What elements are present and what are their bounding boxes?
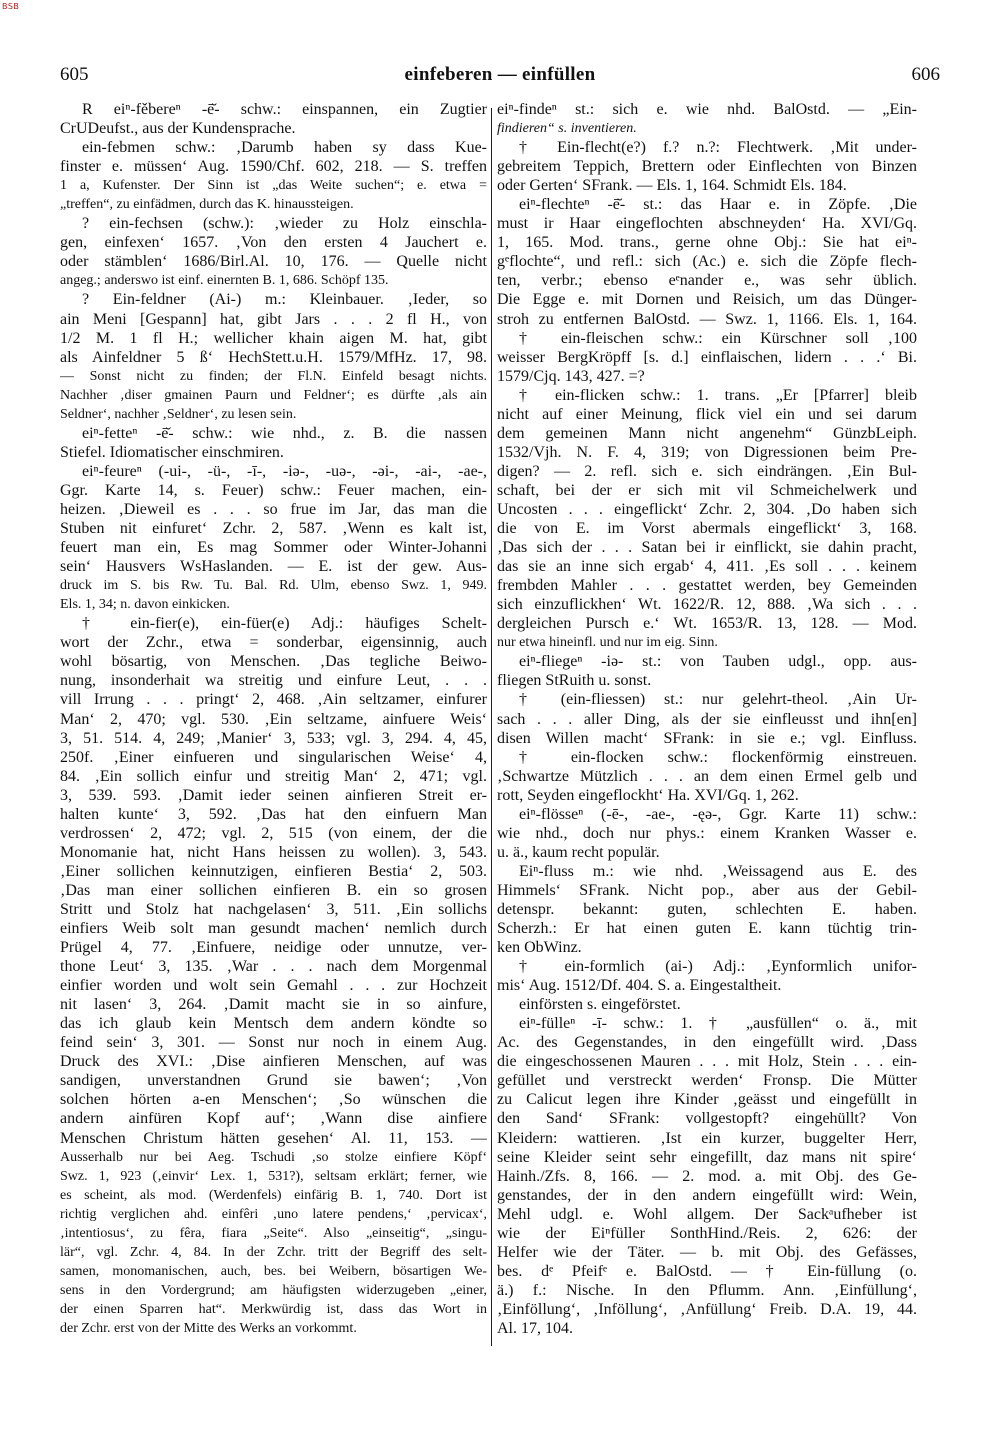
text-line: oder stämblen‘ 1686/Birl.Al. 10, 176. — Quelle nicht xyxy=(60,253,487,271)
text-line: der Zchr. erst von der Mitte des Werks an vorkommt. xyxy=(60,1321,357,1336)
text-line: wie der Eiⁿfüller SonthHind./Reis. 2, 626: der xyxy=(497,1224,917,1242)
text-line: 250f. ‚Einer einfueren und singularischen Weise‘ 4, xyxy=(60,748,487,766)
text-line: 1/2 M. 1 fl H.; wellicher khain aigen M. hat, gibt xyxy=(60,329,487,347)
text-line: — Sonst nicht zu finden; der Fl.N. Einfeld besagt nichts. xyxy=(60,368,487,384)
text-line: R eiⁿ-fěbereⁿ -ē̆- schw.: einspannen, ein Zugtier xyxy=(82,101,487,118)
text-line: gᵉflochte“, und refl.: sich (Ac.) e. sich die Zöpfe flech- xyxy=(497,253,917,271)
text-line: ein-febmen schw.: ‚Darumb haben sy dass Kue- xyxy=(82,139,487,157)
text-line: eiⁿ-fülleⁿ -ī- schw.: 1. † „ausfüllen“ o. ä., mit xyxy=(519,1015,917,1033)
text-line: Man‘ 2, 470; vgl. 530. ‚Ein seltzame, ainfuere Weis‘ xyxy=(60,710,487,728)
text-line: Ausserhalb nur bei Aeg. Tschudi ‚so stolze einfiere Köpf‘ xyxy=(60,1149,487,1165)
right-column xyxy=(497,100,917,1338)
text-line: eiⁿ-fliegeⁿ -iə- st.: von Tauben udgl., opp. aus- xyxy=(519,653,917,671)
text-line: angeg.; anderswo ist einf. einernten B. 1, 686. Schöpf 135. xyxy=(60,273,389,289)
text-line: halten kunte‘ 3, 592. ‚Das hat den einfuern Man xyxy=(60,805,487,823)
text-line: Mehl udgl. e. Wohl allgem. Der Sackᵃufheber ist xyxy=(497,1205,917,1223)
text-line: gebreitem Teppich, Brettern oder Einflechten von Binzen xyxy=(497,158,917,176)
text-line: sens in den Vordergrund; am häufigsten widerzugeben „einer, xyxy=(60,1282,487,1298)
text-line: Monomanie hat, nicht Hans heissen zu wollen). 3, 543. xyxy=(60,843,487,861)
text-line: es scheint, als mod. (Werdenfels) einfärig B. 1, 740. Dort ist xyxy=(60,1187,487,1203)
text-line: † ein-flocken schw.: flockenförmig einstreuen. xyxy=(519,748,917,766)
text-line: nung, insonderhait wa streitig und einfure Leut, . . . xyxy=(60,672,487,690)
text-line: 1, 165. Mod. trans., gerne ohne Obj.: Sie hat eiⁿ- xyxy=(497,234,917,252)
text-line: als Ainfeldner 5 ß‘ HechStett.u.H. 1579/MfHz. 17, 98. xyxy=(60,348,487,366)
text-line: einfiers Weib solt man gesundt machen‘ nemlich durch xyxy=(60,920,487,938)
text-line: die eingeschossenen Mauren . . . mit Holz, Stein . . . ein- xyxy=(497,1053,917,1071)
text-line: eiⁿ-flechteⁿ -ē̆- st.: das Haar e. in Zöpfe. ‚Die xyxy=(519,196,917,214)
text-line: Helfer wie der Täter. — b. mit Obj. des Gefässes, xyxy=(497,1243,917,1261)
text-line: ä.) f.: Nische. In den Pflumm. Ann. ‚Einfüllung‘, xyxy=(497,1281,917,1299)
text-line: † (ein-fliessen) st.: nur gelehrt-theol. ‚Ain Ur- xyxy=(519,691,917,709)
text-line: wort der Zchr., etwa = sonderbar, eigensinnig, auch xyxy=(60,634,487,652)
text-line: ? ein-fechsen (schw.): ‚wieder zu Holz einschla- xyxy=(82,215,487,233)
text-line: † ein-formlich (ai-) Adj.: ‚Eynformlich unifor- xyxy=(519,958,917,976)
text-line: ‚Das man einer sollichen einfieren B. ein so grosen xyxy=(60,881,487,899)
text-line: mis‘ Aug. 1512/Df. 404. S. a. Eingestaltheit. xyxy=(497,977,782,995)
column-divider xyxy=(491,108,492,1346)
text-line: sein‘ Hausvers WsHaslanden. — E. ist der gew. Aus- xyxy=(60,558,487,576)
text-line: verdrossen‘ 2, 472; vgl. 2, 515 (von einem, der die xyxy=(60,824,487,842)
text-line: einfier worden und wolt sein Gemahl . . . zur Hochzeit xyxy=(60,977,487,995)
text-line: druck im S. bis Rw. Tu. Bal. Rd. Ulm, ebenso Swz. 1, 949. xyxy=(60,578,487,594)
text-line: schaft, bei der er sich mit vil Schmeichelwerk und xyxy=(497,481,917,499)
text-line: Stritt und Stolz hat nachgelasen‘ 3, 511. ‚Ein sollichs xyxy=(60,900,487,918)
text-line: solchen hörten a-en Menschen‘; ‚So wünschen die xyxy=(60,1091,487,1109)
text-line: das ich glaub kein Mentsch dem andern köndte so xyxy=(60,1015,487,1033)
text-line: † ein-fier(e), ein-füer(e) Adj.: häufiges Schelt- xyxy=(82,615,487,633)
text-line: † ein-flicken schw.: 1. trans. „Er [Pfarrer] bleib xyxy=(519,386,917,404)
text-line: findieren“ s. inventieren. xyxy=(497,121,637,137)
text-line: Druck des XVI.: ‚Dise ainfieren Menschen, auf was xyxy=(60,1053,487,1071)
text-line: detenspr. bekannt: guten, schlechten E. haben. xyxy=(497,900,917,918)
left-column xyxy=(60,100,487,1338)
text-line: Seldner‘, nachher ‚Seldner‘, zu lesen sein. xyxy=(60,406,297,422)
text-line: rott, Seyden eingeflockht‘ Ha. XVI/Gq. 1, 262. xyxy=(497,786,799,804)
text-line: finster e. müssen‘ Aug. 1590/Chf. 602, 218. — S. treffen xyxy=(60,158,487,176)
text-line: feind sein‘ 3, 301. — Sonst nur noch in einem Aug. xyxy=(60,1034,487,1052)
text-line: Himmels‘ SFrank. Nicht pop., aber aus der Gebil- xyxy=(497,881,917,899)
text-line: CrUDeufst., aus der Kundensprache. xyxy=(60,120,296,138)
text-line: Prügel 4, 77. ‚Einfuere, neidige oder unnutze, ver- xyxy=(60,939,487,957)
text-line: digen? — 2. refl. sich e. sich eindrängen. ‚Ein Bul- xyxy=(497,462,917,480)
text-line: ‚Einföllung‘, ‚Inföllung‘, ‚Anfüllung‘ Freib. D.A. 19, 44. xyxy=(497,1300,917,1318)
text-line: Stuben nit einfuret‘ Zchr. 2, 587. ‚Wenn es kalt ist, xyxy=(60,520,487,538)
text-line: stroh zu entfernen BalOstd. — Swz. 1, 1166. Els. 1, 164. xyxy=(497,310,917,328)
text-line: disen Willen macht‘ SFrank: in sie e.; vgl. Einfluss. xyxy=(497,729,917,747)
text-line: den Sand‘ SFrank: vollgestopft? eingehüllt? Von xyxy=(497,1110,917,1128)
text-line: ain Meni [Gespann] hat, gibt Jars . . . 2 fl H., von xyxy=(60,310,487,328)
text-line: gen, einfexen‘ 1657. ‚Von den ersten 4 Jauchert e. xyxy=(60,234,487,252)
library-stamp: BSB xyxy=(2,2,20,11)
text-line: dergleichen Pursch e.‘ Wt. 1653/R. 13, 128. — Mod. xyxy=(497,615,917,633)
text-line: wie nhd., doch nur phys.: einem Kranken Wasser e. xyxy=(497,824,917,842)
text-line: ten, verbr.; ebenso eᵉnander e., was sehr üblich. xyxy=(497,272,917,290)
text-line: „treffen“, zu einfädmen, durch das K. hinaussteigen. xyxy=(60,197,354,213)
text-line: samen, monomanischen, auch, bes. bei Weibern, bösartigen We- xyxy=(60,1263,487,1279)
running-title: einfeberen — einfüllen xyxy=(404,64,596,85)
text-line: bes. dᵉ Pfeifᵉ e. BalOstd. — † Ein-füllung (o. xyxy=(497,1262,917,1280)
text-line: zu Calicut legen ihre Kinder ‚geässt und eingefüllt in xyxy=(497,1091,917,1109)
text-line: Die Egge e. mit Dornen und Reisich, um das Dünger- xyxy=(497,291,917,309)
text-line: das sie an inne sich ergab‘ 4, 411. ‚Es soll . . . keinem xyxy=(497,558,917,576)
text-line: Kleidern: wattieren. ‚Ist ein kurzer, buggelter Herr, xyxy=(497,1129,917,1147)
text-line: lär“, vgl. Zchr. 4, 84. In der Zchr. tritt der Begriff des selt- xyxy=(60,1244,487,1260)
text-line: nur etwa hineinfl. und nur im eig. Sinn. xyxy=(497,635,718,651)
text-line: † ein-fleischen schw.: ein Kürschner soll ‚100 xyxy=(519,329,917,347)
text-line: seine Kleider seint sehr eingefillt, daz mans nit spire‘ xyxy=(497,1148,917,1166)
text-line: eiⁿ-fetteⁿ -ē̆- schw.: wie nhd., z. B. die nassen xyxy=(82,424,487,442)
text-line: Ac. des Gegenstandes, in den eingefüllt wird. ‚Dass xyxy=(497,1034,917,1052)
text-line: feuert man ein, Es mag Sommer oder Winter-Johanni xyxy=(60,539,487,557)
text-line: ‚intentiosus‘, zu fêra, fiara „Seite“. Also „einseitig“, „singu- xyxy=(60,1225,487,1241)
text-line: wohl bösartig, von Menschen. ‚Das tegliche Beiwo- xyxy=(60,653,487,671)
text-line: † Ein-flecht(e?) f.? n.?: Flechtwerk. ‚Mit under- xyxy=(519,139,917,157)
text-line: heizen. ‚Dieweil es . . . so frue im Jar, das man die xyxy=(60,500,487,518)
text-line: Nachher ‚diser gmainen Paurn und Feldner‘; es dürfte ‚als ain xyxy=(60,387,487,403)
text-line: sandigen, unverstandnen Grund sie bawen‘; ‚Von xyxy=(60,1072,487,1090)
text-line: die von E. im Vorst abermals eingeflickt‘ 3, 168. xyxy=(497,520,917,538)
text-line: eiⁿ-flösseⁿ (-ē-, -ae-, -ęə-, Ggr. Karte 11) schw.: xyxy=(519,805,917,823)
text-line: Al. 17, 104. xyxy=(497,1320,573,1337)
text-line: genstandes, der in den andern eingefüllt wird: Wein, xyxy=(497,1186,917,1204)
text-line: 84. ‚Ein sollich einfur und streitig Man‘ 2, 471; vgl. xyxy=(60,767,487,785)
text-line: dem gemeinen Mann nicht angenehm“ GünzbLeiph. xyxy=(497,424,917,442)
text-line: ‚Schwartze Mützlich . . . an dem einen Ermel gelb und xyxy=(497,767,917,785)
text-line: ken ObWinz. xyxy=(497,939,582,957)
text-line: ‚Einer sollichen keinnutzigen, einfieren Bestia‘ 2, 503. xyxy=(60,862,487,880)
text-line: nicht auf einer Meinung, flick viel ein und sei darum xyxy=(497,405,917,423)
page-header xyxy=(60,64,940,88)
text-line: einförsten s. eingeförstet. xyxy=(519,996,681,1014)
page-number-right: 606 xyxy=(911,64,940,85)
text-line: 1 a, Kufenster. Der Sinn ist „das Weite suchen“; e. etwa = xyxy=(60,178,487,194)
text-line: vill Irrung . . . pringt‘ 2, 468. ‚Ain seltzamer, einfurer xyxy=(60,691,487,709)
text-line: andern ainfüren Kopf auf‘; ‚Wann dise ainfiere xyxy=(60,1110,487,1128)
text-line: Eiⁿ-fluss m.: wie nhd. ‚Weissagend aus E. des xyxy=(519,862,917,880)
text-line: eiⁿ-feureⁿ (-ui-, -ü-, -ī-, -iə-, -uə-, -əi-, -ai-, -ae-, xyxy=(82,462,487,480)
text-line: 3, 539. 593. ‚Damit ieder seinen ainfieren Streit er- xyxy=(60,786,487,804)
text-line: oder Gerten‘ SFrank. — Els. 1, 164. Schmidt Els. 184. xyxy=(497,177,847,195)
text-line: Menschen Christum hätten gesehen‘ Al. 11, 153. — xyxy=(60,1129,487,1147)
text-line: richtig verglichen ahd. einfêri ‚uno latere pendens,‘ ‚pervicax‘, xyxy=(60,1206,487,1222)
text-line: nit lasen‘ 3, 264. ‚Damit macht sie in so ainfure, xyxy=(60,996,487,1014)
text-line: Uncosten . . . eingeflickt‘ Zchr. 2, 304. ‚Do haben sich xyxy=(497,500,917,518)
text-line: gefüllet und verstreckt werden‘ Fronsp. Die Mütter xyxy=(497,1072,917,1090)
page-number-left: 605 xyxy=(60,64,89,85)
text-line: frembden Mahler . . . gestattet werden, bey Gemeinden xyxy=(497,577,917,595)
text-line: thone Leut‘ 3, 135. ‚War . . . nach dem Morgenmal xyxy=(60,958,487,976)
text-line: 1532/Vjh. N. F. 4, 319; von Digressionen beim Pre- xyxy=(497,443,917,461)
text-line: Stiefel. Idiomatischer einschmiren. xyxy=(60,443,284,461)
text-line: Swz. 1, 923 (‚einvir‘ Lex. 1, 531?), seltsam erklärt; ferner, wie xyxy=(60,1168,487,1184)
text-line: Hainh./Zfs. 8, 166. — 2. mod. a. mit Obj. des Ge- xyxy=(497,1167,917,1185)
text-line: ‚Das sich der . . . Satan bei ir einflickt, sie dahin pracht, xyxy=(497,539,917,557)
text-line: 1579/Cjq. 143, 427. =? xyxy=(497,367,645,385)
text-line: ? Ein-feldner (Ai-) m.: Kleinbauer. ‚Ieder, so xyxy=(82,291,487,309)
text-line: 3, 51. 514. 4, 249; ‚Manier‘ 3, 533; vgl. 3, 294. 4, 45, xyxy=(60,729,487,747)
text-line: fliegen StRuith u. sonst. xyxy=(497,672,652,690)
text-line: must ir Haar eingeflochten abschneyden‘ Ha. XVI/Gq. xyxy=(497,215,917,233)
text-line: Scherzh.: Er hat einen guten E. kann tüchtig trin- xyxy=(497,920,917,938)
text-line: Ggr. Karte 14, s. Feuer) schw.: Feuer machen, ein- xyxy=(60,481,487,499)
text-line: eiⁿ-findeⁿ st.: sich e. wie nhd. BalOstd. — „Ein- xyxy=(497,101,917,118)
text-line: sach . . . aller Ding, als der sie einfleusst und ihn[en] xyxy=(497,710,917,728)
text-line: Els. 1, 34; n. davon einkicken. xyxy=(60,597,230,613)
text-line: weisser BergKröpff [s. d.] einflaischen, lidern . . .‘ Bi. xyxy=(497,348,917,366)
text-line: u. ä., kaum recht populär. xyxy=(497,843,660,861)
text-line: der einen Sparren hat“. Merkwürdig ist, dass das Wort in xyxy=(60,1301,487,1317)
text-line: sich einzuflickhen‘ Wt. 1622/R. 12, 888. ‚Wa sich . . . xyxy=(497,596,917,614)
